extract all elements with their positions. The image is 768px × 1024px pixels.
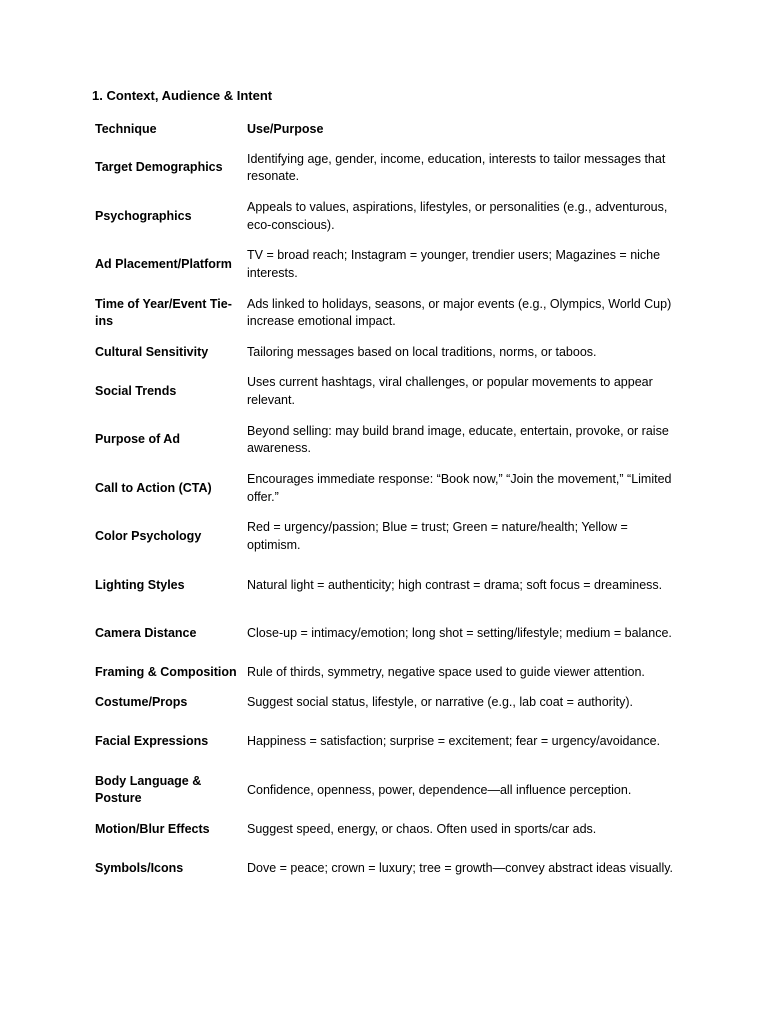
purpose-cell: Natural light = authenticity; high contrast = drama; soft focus = dreaminess.: [247, 577, 663, 592]
technique-cell: Symbols/Icons: [95, 861, 184, 876]
table-row: [92, 368, 682, 416]
purpose-cell: Dove = peace; crown = luxury; tree = growth—convey abstract ideas visually.: [247, 861, 674, 876]
header-use-purpose: Use/Purpose: [247, 122, 324, 137]
technique-cell: Target Demographics: [95, 160, 223, 175]
technique-cell: Framing & Composition: [95, 665, 237, 680]
table-row: [92, 513, 682, 561]
table-row: [92, 845, 682, 893]
purpose-cell: Close-up = intimacy/emotion; long shot = setting/lifestyle; medium = balance.: [247, 625, 672, 640]
purpose-cell: Beyond selling: may build brand image, educate, entertain, provoke, or raise awareness.: [247, 423, 669, 456]
purpose-cell: Identifying age, gender, income, education, interests to tailor messages that resonate.: [247, 151, 666, 184]
technique-cell: Color Psychology: [95, 529, 202, 544]
purpose-cell: Confidence, openness, power, dependence—all influence perception.: [247, 782, 632, 797]
technique-cell: Purpose of Ad: [95, 432, 180, 447]
table-row: [92, 192, 682, 240]
table-row: [92, 338, 682, 368]
table-header-row: [92, 116, 682, 144]
technique-cell: Social Trends: [95, 384, 177, 398]
table-row: [92, 561, 682, 609]
purpose-cell: Encourages immediate response: “Book now,” “Join the movement,” “Limited offer.”: [247, 472, 672, 504]
purpose-cell: Tailoring messages based on local traditions, norms, or taboos.: [247, 344, 597, 359]
technique-cell: Camera Distance: [95, 625, 197, 640]
table-row: [92, 815, 682, 845]
techniques-table-body: [92, 116, 682, 893]
header-technique: Technique: [95, 122, 157, 137]
technique-cell: Call to Action (CTA): [95, 480, 212, 495]
purpose-cell: Uses current hashtags, viral challenges, or popular movements to appear relevant.: [247, 375, 653, 407]
purpose-cell: Ads linked to holidays, seasons, or major events (e.g., Olympics, World Cup) increase emotional impact.: [247, 296, 672, 329]
table-row: [92, 718, 682, 766]
document-page: [92, 87, 682, 893]
technique-cell: Motion/Blur Effects: [95, 821, 210, 836]
table-row: [92, 658, 682, 688]
table-row: [92, 416, 682, 464]
purpose-cell: TV = broad reach; Instagram = younger, trendier users; Magazines = niche interests.: [247, 248, 661, 280]
purpose-cell: Rule of thirds, symmetry, negative space used to guide viewer attention.: [247, 665, 645, 680]
technique-cell: Cultural Sensitivity: [95, 344, 209, 359]
technique-cell: Facial Expressions: [95, 734, 209, 749]
table-row: [92, 144, 682, 192]
technique-cell: Lighting Styles: [95, 577, 185, 592]
purpose-cell: Suggest social status, lifestyle, or narrative (e.g., lab coat = authority).: [247, 695, 633, 710]
technique-cell: Body Language & Posture: [95, 773, 202, 806]
technique-cell: Costume/Props: [95, 695, 188, 710]
table-row: [92, 289, 682, 337]
section-heading: 1. Context, Audience & Intent: [92, 88, 273, 103]
purpose-cell: Suggest speed, energy, or chaos. Often used in sports/car ads.: [247, 821, 597, 836]
purpose-cell: Happiness = satisfaction; surprise = excitement; fear = urgency/avoidance.: [247, 734, 661, 749]
technique-cell: Ad Placement/Platform: [95, 257, 232, 272]
table-row: [92, 688, 682, 718]
purpose-cell: Appeals to values, aspirations, lifestyles, or personalities (e.g., adventurous, eco-conscious).: [247, 200, 668, 232]
technique-cell: Psychographics: [95, 208, 192, 223]
techniques-table: [92, 116, 682, 893]
table-row: [92, 610, 682, 658]
purpose-cell: Red = urgency/passion; Blue = trust; Green = nature/health; Yellow = optimism.: [247, 520, 628, 552]
table-row: [92, 464, 682, 512]
table-row: [92, 766, 682, 814]
technique-cell: Time of Year/Event Tie-ins: [95, 296, 232, 329]
table-row: [92, 241, 682, 289]
